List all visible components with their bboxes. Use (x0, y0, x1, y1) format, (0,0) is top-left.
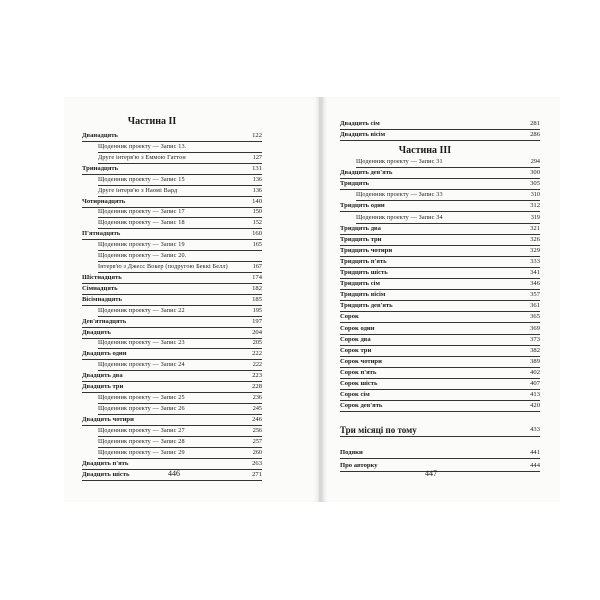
toc-chapter-entry (340, 461, 540, 472)
toc-entry-title: Двадцять чотири (82, 415, 134, 423)
toc-subentry (98, 338, 262, 349)
toc-entry-page: 300 (530, 169, 540, 177)
toc-entry-title: Сорок сім (340, 391, 370, 399)
toc-subentry (356, 157, 540, 168)
toc-chapter-entry (340, 257, 540, 268)
toc-chapter-entry (82, 415, 262, 426)
toc-entry-title: Подяки (340, 449, 363, 456)
toc-entry-page: 185 (252, 295, 262, 303)
toc-entry-title: Тридцять (340, 180, 370, 188)
toc-chapter-entry (340, 179, 540, 190)
toc-entry-page: 271 (252, 470, 262, 478)
toc-subentry (98, 306, 262, 317)
toc-entry-title: Щоденник проекту — Запис 19 (98, 241, 185, 249)
toc-chapter-entry (340, 279, 540, 290)
toc-entry-title: Сорок шість (340, 380, 378, 387)
toc-entry-page: 321 (530, 224, 540, 232)
toc-entry-page: 127 (252, 153, 262, 161)
toc-entry-page: 333 (530, 257, 540, 265)
toc-subentry (98, 186, 262, 197)
toc-entry-title: Тридцять п'ять (340, 257, 387, 265)
toc-chapter-entry (340, 312, 540, 323)
toc-entry-title: Сорок дев'ять (340, 402, 383, 410)
toc-entry-page: 294 (530, 158, 540, 165)
toc-entry-title: Сорок три (340, 346, 372, 354)
toc-entry-page: 223 (252, 372, 262, 380)
toc-subentry (98, 240, 262, 251)
toc-chapter-entry (82, 371, 262, 382)
toc-entry-title: Двадцять один (82, 350, 127, 358)
toc-entry-title: Двадцять дев'ять (340, 169, 393, 177)
toc-entry-page: 165 (252, 241, 262, 249)
toc-entry-title: Дванадцять (82, 132, 118, 139)
toc-entry-page: 257 (252, 437, 262, 445)
toc-entry-title: Щоденник проекту — Запис 23 (98, 339, 185, 347)
toc-entry-title: Сорок два (340, 335, 371, 343)
toc-chapter-entry (82, 164, 262, 175)
toc-subentry (98, 218, 262, 229)
toc-entry-page: 319 (530, 213, 540, 221)
toc-entry-title: Щоденник проекту — Запис 25 (98, 394, 185, 402)
toc-entry-page: 197 (252, 317, 262, 325)
toc-entry-title: Двадцять три (82, 383, 124, 391)
toc-chapter-entry (82, 197, 262, 208)
toc-subentry (98, 360, 262, 371)
toc-chapter-entry (340, 346, 540, 357)
toc-entry-page: 256 (252, 426, 262, 434)
toc-entry-page: 305 (530, 180, 540, 188)
toc-entry-title: Сорок один (340, 324, 375, 332)
toc-entry-title: Тридцять сім (340, 280, 380, 288)
toc-subentry (98, 207, 262, 218)
toc-entry-title: Сорок п'ять (340, 368, 377, 376)
toc-subentry (98, 448, 262, 459)
toc-subentry (98, 175, 262, 186)
toc-chapter-entry (340, 401, 540, 412)
toc-entry-page: 222 (252, 361, 262, 369)
toc-entry-title: Щоденник проекту — Запис 34 (356, 213, 443, 221)
toc-entry-page: 346 (530, 280, 540, 288)
toc-entry-title: Тридцять дев'ять (340, 302, 393, 310)
toc-subentry (98, 404, 262, 415)
toc-entry-page: 329 (530, 246, 540, 254)
toc-entry-title: Щоденник проекту — Запис 26 (98, 405, 185, 412)
toc-chapter-entry (340, 324, 540, 335)
toc-entry-title: Сорок чотири (340, 357, 382, 365)
toc-entry-page: 205 (252, 339, 262, 347)
toc-entry-title: Інтерв'ю з Джесс Вокер (подругою Беккі Белл) (98, 263, 228, 271)
toc-subentry (98, 426, 262, 437)
toc-entry-title: Шістнадцять (82, 273, 122, 281)
toc-entry-title: Щоденник проекту — Запис 27 (98, 426, 185, 434)
toc-chapter-entry (340, 224, 540, 235)
toc-entry-page: 365 (530, 313, 540, 321)
toc-entry-title: Вісімнадцять (82, 295, 123, 303)
toc-chapter-entry (82, 382, 262, 393)
toc-entry-page: 361 (530, 302, 540, 310)
part-three-title: Частина III (398, 145, 452, 156)
toc-chapter-entry (82, 284, 262, 295)
toc-chapter-entry (82, 229, 262, 240)
toc-chapter-entry (340, 290, 540, 301)
toc-entry-title: Щоденник проекту — Запис 18 (98, 219, 185, 227)
toc-entry-page: 281 (530, 120, 540, 127)
toc-entry-page: 222 (252, 350, 262, 358)
toc-entry-page: 136 (252, 186, 262, 194)
toc-chapter-entry (82, 273, 262, 284)
toc-entry-page: 310 (530, 191, 540, 199)
toc-subentry (356, 213, 540, 224)
toc-entry-title: Тридцять шість (340, 269, 388, 276)
toc-chapter-entry (82, 131, 262, 142)
toc-entry-title: Друге інтерв'ю з Наомі Вард (98, 186, 178, 194)
toc-subentry (98, 262, 262, 273)
toc-chapter-entry (82, 328, 262, 339)
toc-chapter-entry (340, 379, 540, 390)
toc-entry-title: Тридцять два (340, 224, 381, 232)
toc-entry-title: Щоденник проекту — Запис 22 (98, 306, 185, 314)
toc-entry-title: Тринадцять (82, 164, 119, 172)
toc-entry-title: Щоденник проекту — Запис 29 (98, 448, 185, 456)
toc-entry-page: 341 (530, 269, 540, 276)
toc-entry-page: 369 (530, 324, 540, 332)
toc-entry-page: 236 (252, 394, 262, 402)
toc-entry-page: 160 (252, 230, 262, 238)
toc-entry-title: Двадцять (82, 328, 111, 336)
toc-chapter-entry (82, 295, 262, 306)
toc-entry-page: 136 (252, 175, 262, 183)
toc-entry-title: Щоденник проекту — Запис 13. (98, 142, 187, 150)
toc-subentry (98, 153, 262, 164)
toc-entry-title: Чотирнадцять (82, 197, 126, 205)
toc-chapter-entry (340, 246, 540, 257)
right-page-number: 447 (425, 469, 437, 478)
toc-entry-page: 152 (252, 219, 262, 227)
toc-entry-title: П'ятнадцять (82, 230, 121, 238)
toc-chapter-entry (340, 268, 540, 279)
part-two-title: Частина II (127, 116, 177, 127)
toc-chapter-entry (82, 459, 262, 470)
left-page-number: 446 (168, 469, 180, 478)
toc-entry-title: Двадцять шість (82, 470, 130, 478)
toc-entry-page: 263 (252, 459, 262, 467)
toc-entry-title: Друге інтерв'ю з Еммою Гаттон (98, 153, 186, 161)
toc-subentry (98, 393, 262, 404)
toc-entry-title: Щоденник проекту — Запис 31 (356, 158, 443, 165)
toc-entry-page: 413 (530, 391, 540, 399)
toc-chapter-entry (340, 168, 540, 179)
toc-entry-title: Двадцять п'ять (82, 459, 129, 467)
toc-chapter-entry (340, 301, 540, 312)
toc-entry-page: 195 (252, 306, 262, 314)
toc-entry-page: 246 (252, 415, 262, 423)
toc-entry-page: 420 (530, 402, 540, 410)
toc-entry-title: Двадцять два (82, 372, 123, 380)
toc-entry-page: 312 (530, 202, 540, 210)
toc-entry-page: 444 (530, 461, 540, 469)
toc-entry-page: 382 (530, 346, 540, 354)
toc-chapter-entry (340, 119, 540, 130)
toc-subentry (98, 142, 262, 153)
toc-entry-title: Щоденник проекту — Запис 24 (98, 361, 185, 369)
toc-entry-page: 260 (252, 448, 262, 456)
toc-entry-page: 326 (530, 235, 540, 243)
toc-entry-page: 402 (530, 368, 540, 376)
toc-chapter-entry (82, 349, 262, 360)
toc-entry-title: Тридцять чотири (340, 246, 393, 254)
epilogue-entry (340, 424, 540, 437)
toc-chapter-entry (340, 201, 540, 212)
toc-entry-title: Сорок (340, 313, 359, 321)
toc-subentry (98, 437, 262, 448)
toc-entry-page: 182 (252, 284, 262, 292)
epilogue-title: Три місяці по тому (340, 425, 417, 435)
toc-chapter-entry (340, 390, 540, 401)
toc-entry-title: Щоденник проекту — Запис 33 (356, 191, 443, 199)
toc-entry-page: 228 (252, 383, 262, 391)
toc-chapter-entry (340, 357, 540, 368)
toc-entry-page: 286 (530, 130, 540, 138)
toc-entry-page: 131 (252, 164, 262, 172)
toc-chapter-entry (340, 368, 540, 379)
toc-entry-page: 167 (252, 263, 262, 271)
toc-entry-title: Щоденник проекту — Запис 20. (98, 252, 187, 260)
toc-entry-page: 407 (530, 380, 540, 387)
toc-entry-page: 441 (530, 449, 540, 456)
toc-entry-page: 140 (252, 197, 262, 205)
toc-chapter-entry (340, 448, 540, 459)
toc-subentry (356, 190, 540, 201)
epilogue-page: 433 (530, 426, 540, 433)
toc-entry-title: Дев'ятнадцять (82, 317, 127, 325)
toc-entry-page: 122 (252, 132, 262, 139)
toc-chapter-entry (82, 317, 262, 328)
toc-entry-title: Тридцять вісім (340, 291, 386, 299)
toc-entry-title: Тридцять один (340, 202, 385, 210)
toc-entry-title: Про авторку (340, 461, 378, 469)
toc-entry-page: 357 (530, 291, 540, 299)
toc-chapter-entry (340, 335, 540, 346)
toc-entry-title: Тридцять три (340, 235, 382, 243)
toc-entry-title: Двадцять вісім (340, 130, 386, 138)
toc-entry-title: Двадцять сім (340, 120, 380, 127)
toc-entry-title: Щоденник проекту — Запис 15 (98, 175, 185, 183)
toc-subentry (98, 251, 262, 262)
toc-chapter-entry (340, 235, 540, 246)
toc-entry-page: 373 (530, 335, 540, 343)
toc-entry-title: Щоденник проекту — Запис 17 (98, 208, 185, 216)
toc-chapter-entry (340, 130, 540, 141)
toc-entry-title: Щоденник проекту — Запис 28 (98, 437, 185, 445)
toc-entry-page: 150 (252, 208, 262, 216)
toc-entry-page: 174 (252, 273, 262, 281)
toc-entry-title: Сімнадцять (82, 284, 118, 292)
toc-entry-page: 204 (252, 328, 262, 336)
toc-entry-page: 389 (530, 357, 540, 365)
toc-entry-page: 245 (252, 405, 262, 412)
